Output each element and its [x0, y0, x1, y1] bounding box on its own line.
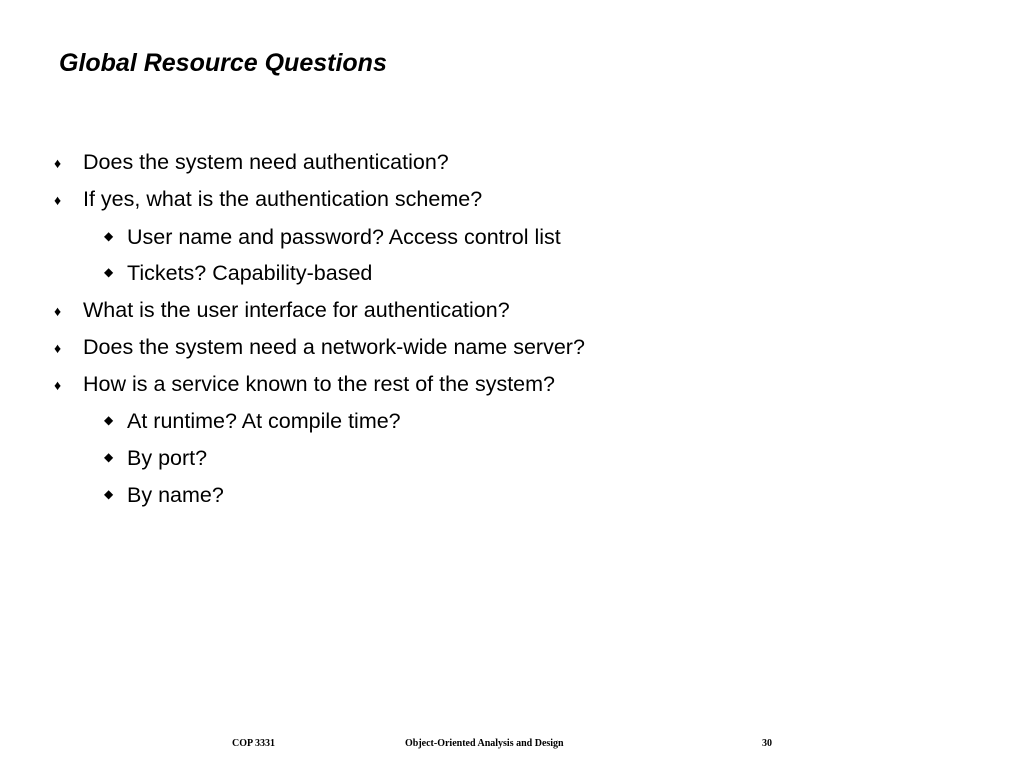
diamond-bullet-icon: ♦: [54, 340, 62, 356]
sub-bullet-item: [104, 259, 373, 287]
bullet-text: If yes, what is the authentication scheme?: [83, 187, 483, 211]
sub-bullet-item: [104, 407, 401, 435]
footer-course: COP 3331: [232, 738, 276, 749]
footer-page-number: 30: [762, 738, 772, 749]
sub-bullet-text: Tickets? Capability-based: [127, 261, 373, 285]
diamond-sub-bullet-icon: ◆: [104, 413, 114, 427]
bullet-item: [54, 148, 449, 176]
diamond-bullet-icon: ♦: [54, 155, 62, 171]
sub-bullet-text: By name?: [127, 483, 224, 507]
diamond-sub-bullet-icon: ◆: [104, 265, 114, 279]
sub-bullet-text: User name and password? Access control list: [127, 225, 561, 249]
bullet-text: How is a service known to the rest of the system?: [83, 372, 556, 396]
diamond-sub-bullet-icon: ◆: [104, 450, 114, 464]
bullet-item: [54, 296, 510, 324]
footer-subject: Object-Oriented Analysis and Design: [405, 738, 564, 749]
bullet-text: Does the system need authentication?: [83, 150, 449, 174]
diamond-bullet-icon: ♦: [54, 377, 62, 393]
diamond-bullet-icon: ♦: [54, 303, 62, 319]
bullet-text: Does the system need a network-wide name server?: [83, 335, 585, 359]
bullet-item: [54, 185, 483, 213]
sub-bullet-item: [104, 223, 561, 251]
diamond-sub-bullet-icon: ◆: [104, 229, 114, 243]
slide-title: Global Resource Questions: [59, 49, 387, 77]
sub-bullet-item: [104, 481, 224, 509]
sub-bullet-item: [104, 444, 208, 472]
diamond-bullet-icon: ♦: [54, 192, 62, 208]
bullet-item: [54, 333, 585, 361]
sub-bullet-text: At runtime? At compile time?: [127, 409, 401, 433]
bullet-item: [54, 370, 556, 398]
sub-bullet-text: By port?: [127, 446, 208, 470]
diamond-sub-bullet-icon: ◆: [104, 487, 114, 501]
bullet-text: What is the user interface for authentication?: [83, 298, 510, 322]
